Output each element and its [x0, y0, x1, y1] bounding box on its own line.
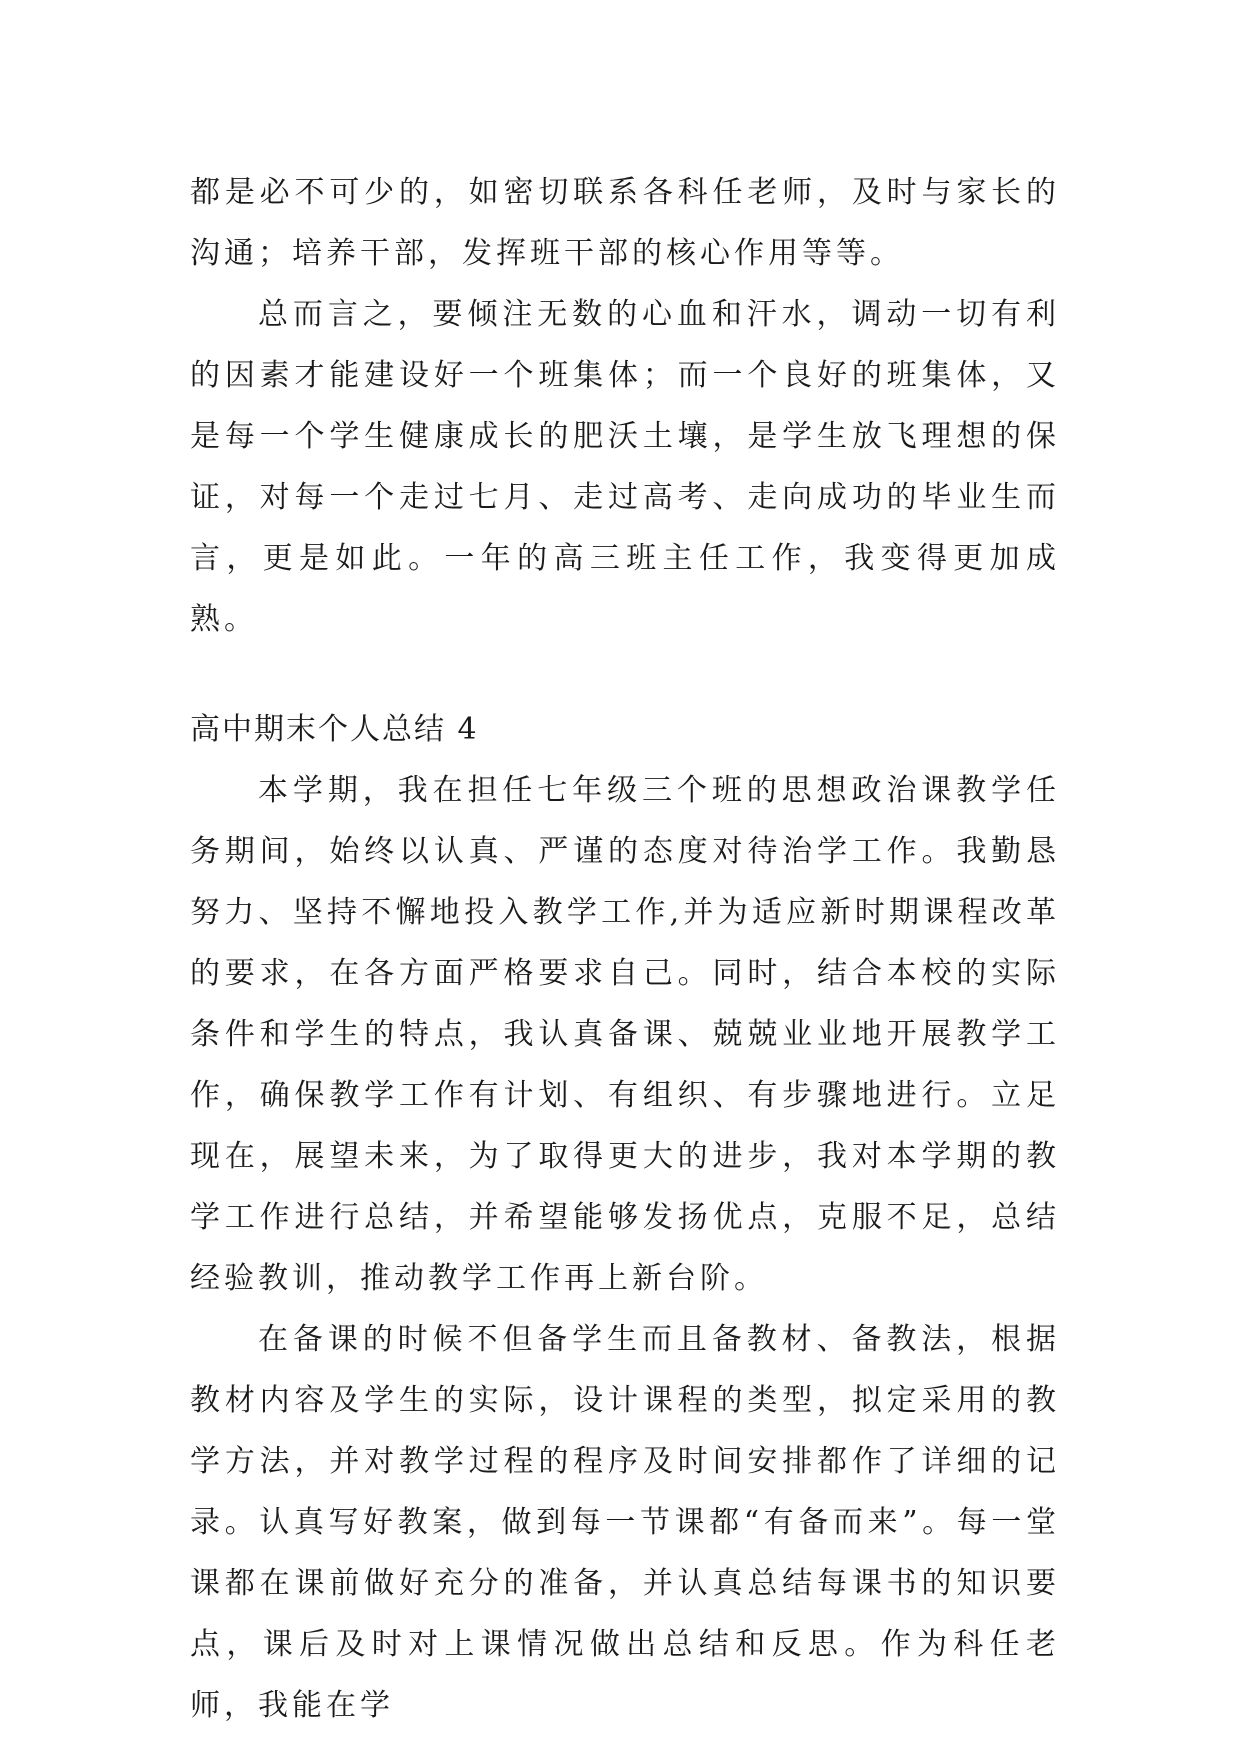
paragraph-conclusion: 总而言之，要倾注无数的心血和汗水，调动一切有利的因素才能建设好一个班集体；而一个良好的班集体，又是每一个学生健康成长的肥沃土壤，是学生放飞理想的保证，对每一个走过七月、走过高考、走向成功的毕业生而言，更是如此。一年的高三班主任工作，我变得更加成熟。: [190, 297, 1060, 637]
document-page: [190, 162, 1060, 1736]
paragraph-lesson-preparation: 在备课的时候不但备学生而且备教材、备教法，根据教材内容及学生的实际，设计课程的类型，拟定采用的教学方法，并对教学过程的程序及时间安排都作了详细的记录。认真写好教案，做到每一节课都“有备而来”。每一堂课都在课前做好充分的准备，并认真总结每课书的知识要点，课后及时对上课情况做出总结和反思。作为科任老师，我能在学: [190, 1322, 1060, 1723]
section-heading: 高中期末个人总结 4: [190, 712, 479, 747]
paragraph-semester-summary: 本学期，我在担任七年级三个班的思想政治课教学任务期间，始终以认真、严谨的态度对待治学工作。我勤恳努力、坚持不懈地投入教学工作,并为适应新时期课程改革的要求，在各方面严格要求自己。同时，结合本校的实际条件和学生的特点，我认真备课、兢兢业业地开展教学工作，确保教学工作有计划、有组织、有步骤地进行。立足现在，展望未来，为了取得更大的进步，我对本学期的教学工作进行总结，并希望能够发扬优点，克服不足，总结经验教训，推动教学工作再上新台阶。: [190, 773, 1060, 1296]
paragraph-continuation: 都是必不可少的，如密切联系各科任老师，及时与家长的沟通；培养干部，发挥班干部的核心作用等等。: [190, 175, 1060, 271]
